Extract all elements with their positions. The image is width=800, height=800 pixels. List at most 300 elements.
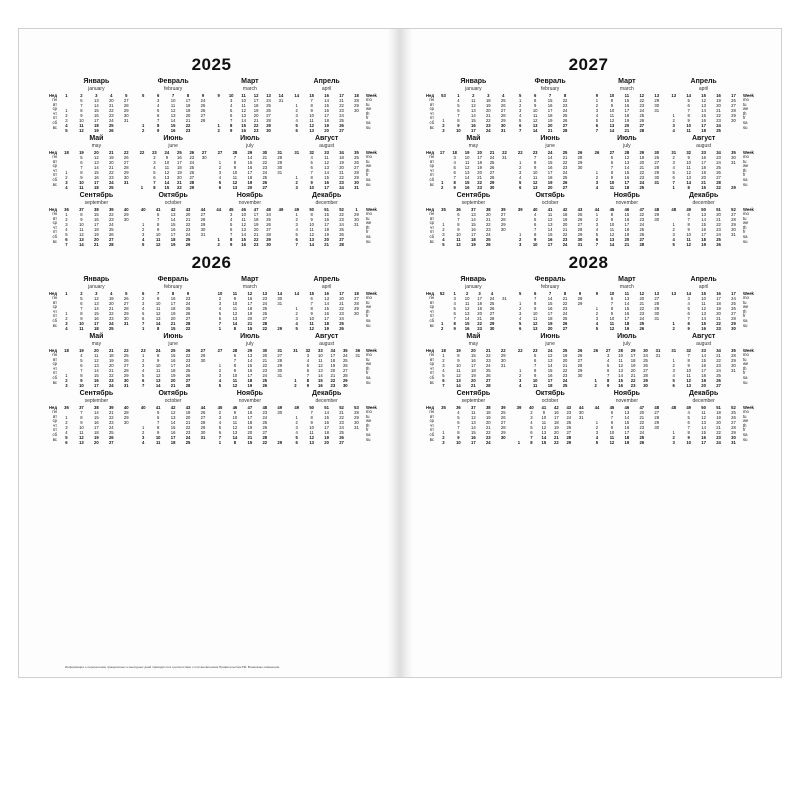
day-cell[interactable]: 18 xyxy=(324,430,329,435)
day-cell[interactable]: 7 xyxy=(233,358,237,363)
day-cell[interactable]: 4 xyxy=(457,410,460,415)
day-cell[interactable]: 30 xyxy=(200,227,206,232)
day-cell[interactable]: 1 xyxy=(65,212,68,217)
day-cell[interactable]: 14 xyxy=(624,165,630,170)
day-cell[interactable]: 12 xyxy=(547,217,553,222)
day-cell[interactable]: 22 xyxy=(339,212,344,217)
day-cell[interactable]: 21 xyxy=(624,242,630,247)
day-cell[interactable]: 1 xyxy=(672,222,675,227)
day-cell[interactable]: 26 xyxy=(262,383,268,388)
day-cell[interactable]: 9 xyxy=(687,118,690,123)
day-cell[interactable]: 27 xyxy=(189,175,195,180)
day-cell[interactable]: 27 xyxy=(500,212,506,217)
day-cell[interactable] xyxy=(649,440,664,445)
day-cell[interactable]: 11 xyxy=(464,301,470,306)
day-cell[interactable]: 16 xyxy=(247,410,253,415)
day-cell[interactable]: 19 xyxy=(471,242,476,247)
day-cell[interactable]: 18 xyxy=(177,165,182,170)
day-cell[interactable]: 6 xyxy=(80,301,83,306)
day-cell[interactable]: 22 xyxy=(716,358,721,363)
day-cell[interactable]: 15 xyxy=(471,222,476,227)
day-cell[interactable]: 7 xyxy=(595,128,599,133)
day-cell[interactable]: 21 xyxy=(701,180,706,185)
day-cell[interactable]: 13 xyxy=(456,378,461,383)
day-cell[interactable]: 13 xyxy=(324,165,329,170)
day-cell[interactable]: 5 xyxy=(80,155,83,160)
day-cell[interactable]: 5 xyxy=(533,217,537,222)
day-cell[interactable]: 23 xyxy=(189,155,195,160)
day-cell[interactable]: 6 xyxy=(687,311,690,316)
day-cell[interactable]: 27 xyxy=(262,430,268,435)
day-cell[interactable]: 20 xyxy=(624,237,630,242)
day-cell[interactable]: 17 xyxy=(624,316,630,321)
day-cell[interactable]: 15 xyxy=(324,103,329,108)
day-cell[interactable]: 15 xyxy=(94,170,99,175)
day-cell[interactable]: 18 xyxy=(547,316,553,321)
day-cell[interactable]: 28 xyxy=(654,415,660,420)
day-cell[interactable]: 17 xyxy=(624,222,630,227)
day-cell[interactable]: 23 xyxy=(716,435,721,440)
day-cell[interactable]: 16 xyxy=(624,311,630,316)
day-cell[interactable]: 15 xyxy=(701,113,706,118)
day-cell[interactable]: 8 xyxy=(610,420,614,425)
day-cell[interactable]: 12 xyxy=(241,108,246,113)
day-cell[interactable]: 1 xyxy=(218,440,222,445)
day-cell[interactable]: 30 xyxy=(201,155,207,160)
day-cell[interactable]: 11 xyxy=(232,420,238,425)
day-cell[interactable]: 19 xyxy=(485,103,491,108)
day-cell[interactable]: 21 xyxy=(716,353,721,358)
day-cell[interactable]: 30 xyxy=(354,180,359,185)
day-cell[interactable]: 20 xyxy=(94,237,99,242)
day-cell[interactable]: 4 xyxy=(142,440,145,445)
day-cell[interactable]: 10 xyxy=(232,301,238,306)
day-cell[interactable]: 12 xyxy=(532,180,538,185)
day-cell[interactable]: 11 xyxy=(155,306,161,311)
day-cell[interactable]: 2 xyxy=(295,180,298,185)
day-cell[interactable]: 25 xyxy=(562,113,568,118)
day-cell[interactable]: 9 xyxy=(453,326,456,331)
day-cell[interactable]: 23 xyxy=(185,227,191,232)
day-cell[interactable]: 9 xyxy=(80,113,83,118)
day-cell[interactable]: 8 xyxy=(310,175,313,180)
day-cell[interactable]: 27 xyxy=(654,296,660,301)
day-cell[interactable]: 4 xyxy=(672,373,675,378)
day-cell[interactable]: 30 xyxy=(500,358,506,363)
day-cell[interactable]: 17 xyxy=(477,155,482,160)
day-cell[interactable]: 12 xyxy=(471,415,476,420)
day-cell[interactable]: 27 xyxy=(500,420,506,425)
day-cell[interactable]: 29 xyxy=(277,440,283,445)
day-cell[interactable]: 8 xyxy=(80,212,83,217)
day-cell[interactable]: 25 xyxy=(731,410,736,415)
day-cell[interactable]: 6 xyxy=(610,296,614,301)
day-cell[interactable]: 12 xyxy=(155,242,161,247)
day-cell[interactable]: 22 xyxy=(716,321,721,326)
day-cell[interactable]: 4 xyxy=(595,227,599,232)
day-cell[interactable]: 26 xyxy=(200,410,206,415)
day-cell[interactable]: 11 xyxy=(686,165,691,170)
day-cell[interactable]: 3 xyxy=(530,415,533,420)
day-cell[interactable]: 28 xyxy=(200,118,206,123)
day-cell[interactable]: 8 xyxy=(233,326,237,331)
day-cell[interactable]: 13 xyxy=(624,410,630,415)
day-cell[interactable]: 7 xyxy=(533,155,537,160)
day-cell[interactable]: 21 xyxy=(108,410,114,415)
day-cell[interactable]: 31 xyxy=(577,242,583,247)
day-cell[interactable]: 13 xyxy=(547,358,553,363)
day-cell[interactable]: 7 xyxy=(156,118,160,123)
day-cell[interactable]: 14 xyxy=(471,217,476,222)
day-cell[interactable]: 30 xyxy=(654,103,660,108)
day-cell[interactable]: 20 xyxy=(185,415,191,420)
day-cell[interactable]: 30 xyxy=(578,410,584,415)
day-cell[interactable]: 28 xyxy=(489,316,495,321)
day-cell[interactable]: 27 xyxy=(577,358,583,363)
day-cell[interactable]: 20 xyxy=(324,128,329,133)
day-cell[interactable]: 27 xyxy=(262,316,268,321)
day-cell[interactable]: 25 xyxy=(489,301,495,306)
day-cell[interactable]: 26 xyxy=(185,373,191,378)
day-cell[interactable]: 23 xyxy=(262,410,268,415)
day-cell[interactable]: 10 xyxy=(609,222,615,227)
day-cell[interactable]: 9 xyxy=(310,180,313,185)
day-cell[interactable]: 26 xyxy=(643,363,648,368)
day-cell[interactable]: 8 xyxy=(610,98,614,103)
day-cell[interactable]: 1 xyxy=(65,415,68,420)
day-cell[interactable]: 2 xyxy=(295,108,298,113)
day-cell[interactable]: 18 xyxy=(185,103,191,108)
day-cell[interactable]: 16 xyxy=(547,103,553,108)
day-cell[interactable]: 3 xyxy=(442,363,445,368)
day-cell[interactable]: 18 xyxy=(94,430,99,435)
day-cell[interactable]: 11 xyxy=(164,165,170,170)
day-cell[interactable]: 10 xyxy=(609,108,615,113)
day-cell[interactable]: 28 xyxy=(731,217,736,222)
day-cell[interactable]: 10 xyxy=(532,108,538,113)
day-cell[interactable]: 29 xyxy=(731,430,736,435)
day-cell[interactable]: 15 xyxy=(471,118,476,123)
day-cell[interactable]: 10 xyxy=(79,321,84,326)
day-cell[interactable]: 10 xyxy=(686,232,691,237)
day-cell[interactable]: 30 xyxy=(123,175,129,180)
day-cell[interactable]: 26 xyxy=(639,440,645,445)
day-cell[interactable]: 19 xyxy=(716,98,721,103)
day-cell[interactable]: 9 xyxy=(230,128,233,133)
day-cell[interactable]: 31 xyxy=(123,383,129,388)
day-cell[interactable]: 28 xyxy=(562,128,568,133)
day-cell[interactable]: 25 xyxy=(108,185,114,190)
day-cell[interactable]: 13 xyxy=(170,113,176,118)
day-cell[interactable]: 14 xyxy=(164,180,170,185)
day-cell[interactable]: 27 xyxy=(731,103,736,108)
day-cell[interactable]: 20 xyxy=(185,113,191,118)
day-cell[interactable]: 24 xyxy=(339,185,344,190)
day-cell[interactable]: 6 xyxy=(610,160,614,165)
day-cell[interactable]: 15 xyxy=(241,123,246,128)
day-cell[interactable]: 22 xyxy=(339,175,344,180)
day-cell[interactable]: 30 xyxy=(266,242,271,247)
day-cell[interactable] xyxy=(196,440,211,445)
day-cell[interactable]: 5 xyxy=(218,180,222,185)
day-cell[interactable]: 15 xyxy=(324,306,329,311)
day-cell[interactable]: 15 xyxy=(247,440,253,445)
day-cell[interactable]: 29 xyxy=(354,306,359,311)
day-cell[interactable]: 25 xyxy=(266,217,271,222)
day-cell[interactable]: 28 xyxy=(123,165,129,170)
day-cell[interactable]: 8 xyxy=(80,311,83,316)
day-cell[interactable]: 22 xyxy=(330,378,336,383)
day-cell[interactable]: 20 xyxy=(477,170,482,175)
day-cell[interactable]: 25 xyxy=(716,373,721,378)
day-cell[interactable]: 12 xyxy=(170,410,176,415)
day-cell[interactable]: 23 xyxy=(108,378,114,383)
day-cell[interactable]: 18 xyxy=(94,123,99,128)
day-cell[interactable]: 8 xyxy=(530,440,533,445)
day-cell[interactable]: 2 xyxy=(441,185,444,190)
day-cell[interactable]: 22 xyxy=(108,373,114,378)
day-cell[interactable]: 6 xyxy=(519,326,522,331)
day-cell[interactable]: 23 xyxy=(562,103,568,108)
day-cell[interactable]: 23 xyxy=(485,227,491,232)
day-cell[interactable]: 28 xyxy=(108,242,114,247)
day-cell[interactable]: 21 xyxy=(108,368,114,373)
day-cell[interactable]: 19 xyxy=(547,321,553,326)
day-cell[interactable]: 24 xyxy=(185,363,191,368)
day-cell[interactable]: 8 xyxy=(310,306,313,311)
day-cell[interactable]: 28 xyxy=(262,321,268,326)
day-cell[interactable]: 3 xyxy=(65,118,68,123)
day-cell[interactable]: 2 xyxy=(65,175,68,180)
day-cell[interactable]: 16 xyxy=(464,185,470,190)
day-cell[interactable]: 15 xyxy=(464,180,470,185)
day-cell[interactable]: 5 xyxy=(65,435,68,440)
day-cell[interactable]: 18 xyxy=(253,217,259,222)
day-cell[interactable]: 15 xyxy=(241,237,246,242)
day-cell[interactable]: 19 xyxy=(247,311,253,316)
day-cell[interactable]: 18 xyxy=(330,358,336,363)
day-cell[interactable] xyxy=(196,242,211,247)
day-cell[interactable]: 6 xyxy=(230,113,233,118)
day-cell[interactable]: 4 xyxy=(295,227,298,232)
day-cell[interactable]: 26 xyxy=(731,98,736,103)
day-cell[interactable]: 10 xyxy=(155,232,161,237)
day-cell[interactable]: 2 xyxy=(672,326,675,331)
day-cell[interactable]: 22 xyxy=(262,160,268,165)
day-cell[interactable]: 12 xyxy=(309,232,314,237)
day-cell[interactable]: 9 xyxy=(533,373,537,378)
day-cell[interactable]: 28 xyxy=(577,363,583,368)
day-cell[interactable]: 1 xyxy=(442,222,445,227)
day-cell[interactable]: 20 xyxy=(639,160,645,165)
day-cell[interactable]: 8 xyxy=(230,123,233,128)
day-cell[interactable]: 5 xyxy=(156,410,160,415)
day-cell[interactable]: 5 xyxy=(595,118,599,123)
day-cell[interactable]: 22 xyxy=(108,108,114,113)
day-cell[interactable]: 3 xyxy=(519,242,522,247)
day-cell[interactable]: 5 xyxy=(595,232,599,237)
day-cell[interactable]: 2 xyxy=(519,306,522,311)
day-cell[interactable]: 23 xyxy=(108,175,114,180)
day-cell[interactable]: 31 xyxy=(123,118,129,123)
day-cell[interactable]: 11 xyxy=(471,98,476,103)
day-cell[interactable]: 5 xyxy=(442,373,445,378)
day-cell[interactable]: 17 xyxy=(624,430,630,435)
day-cell[interactable]: 26 xyxy=(577,217,583,222)
day-cell[interactable]: 12 xyxy=(701,415,706,420)
day-cell[interactable]: 15 xyxy=(94,415,99,420)
day-cell[interactable]: 11 xyxy=(547,212,553,217)
day-cell[interactable]: 5 xyxy=(306,363,310,368)
day-cell[interactable]: 23 xyxy=(108,420,114,425)
day-cell[interactable]: 15 xyxy=(247,326,253,331)
day-cell[interactable]: 18 xyxy=(324,227,329,232)
day-cell[interactable]: 14 xyxy=(318,373,323,378)
day-cell[interactable]: 21 xyxy=(471,383,476,388)
day-cell[interactable]: 11 xyxy=(686,237,691,242)
day-cell[interactable]: 18 xyxy=(562,212,568,217)
day-cell[interactable]: 27 xyxy=(639,237,645,242)
day-cell[interactable]: 18 xyxy=(624,185,630,190)
day-cell[interactable]: 7 xyxy=(310,98,313,103)
day-cell[interactable]: 29 xyxy=(500,430,506,435)
day-cell[interactable]: 5 xyxy=(607,363,610,368)
day-cell[interactable]: 24 xyxy=(643,353,648,358)
day-cell[interactable]: 28 xyxy=(643,373,648,378)
day-cell[interactable]: 21 xyxy=(562,155,568,160)
day-cell[interactable]: 27 xyxy=(123,363,129,368)
day-cell[interactable]: 3 xyxy=(453,155,456,160)
day-cell[interactable]: 22 xyxy=(639,306,645,311)
day-cell[interactable]: 7 xyxy=(310,410,313,415)
day-cell[interactable]: 4 xyxy=(142,368,145,373)
day-cell[interactable]: 26 xyxy=(266,222,271,227)
day-cell[interactable]: 20 xyxy=(639,296,645,301)
day-cell[interactable]: 20 xyxy=(185,212,191,217)
day-cell[interactable]: 22 xyxy=(639,420,645,425)
day-cell[interactable]: 9 xyxy=(533,165,537,170)
day-cell[interactable]: 10 xyxy=(609,180,615,185)
day-cell[interactable]: 7 xyxy=(595,242,599,247)
day-cell[interactable]: 1 xyxy=(295,212,298,217)
day-cell[interactable] xyxy=(275,128,287,133)
day-cell[interactable]: 13 xyxy=(155,316,161,321)
day-cell[interactable]: 3 xyxy=(65,425,68,430)
day-cell[interactable]: 31 xyxy=(731,368,736,373)
day-cell[interactable] xyxy=(726,128,741,133)
day-cell[interactable]: 9 xyxy=(687,435,690,440)
day-cell[interactable]: 21 xyxy=(262,155,268,160)
day-cell[interactable]: 16 xyxy=(94,316,99,321)
day-cell[interactable]: 11 xyxy=(309,227,314,232)
day-cell[interactable]: 14 xyxy=(532,128,538,133)
day-cell[interactable]: 5 xyxy=(295,232,298,237)
day-cell[interactable]: 4 xyxy=(80,353,83,358)
day-cell[interactable]: 28 xyxy=(189,180,195,185)
day-cell[interactable]: 28 xyxy=(354,98,359,103)
day-cell[interactable]: 8 xyxy=(610,170,614,175)
day-cell[interactable]: 10 xyxy=(309,316,314,321)
day-cell[interactable]: 5 xyxy=(80,296,83,301)
day-cell[interactable]: 5 xyxy=(65,128,68,133)
day-cell[interactable]: 19 xyxy=(324,232,329,237)
day-cell[interactable]: 18 xyxy=(477,160,482,165)
day-cell[interactable]: 9 xyxy=(310,420,313,425)
day-cell[interactable]: 6 xyxy=(672,383,675,388)
day-cell[interactable]: 10 xyxy=(686,368,691,373)
day-cell[interactable]: 15 xyxy=(624,170,630,175)
day-cell[interactable]: 5 xyxy=(595,326,599,331)
day-cell[interactable]: 24 xyxy=(262,415,268,420)
day-cell[interactable]: 20 xyxy=(262,353,268,358)
day-cell[interactable] xyxy=(275,242,287,247)
day-cell[interactable]: 17 xyxy=(185,98,191,103)
day-cell[interactable]: 3 xyxy=(153,160,156,165)
day-cell[interactable]: 4 xyxy=(595,435,599,440)
day-cell[interactable]: 23 xyxy=(566,410,572,415)
day-cell[interactable]: 26 xyxy=(639,118,645,123)
day-cell[interactable]: 29 xyxy=(354,103,359,108)
day-cell[interactable]: 25 xyxy=(262,306,268,311)
day-cell[interactable]: 16 xyxy=(547,373,553,378)
day-cell[interactable]: 5 xyxy=(295,326,298,331)
day-cell[interactable]: 20 xyxy=(170,378,176,383)
day-cell[interactable]: 31 xyxy=(123,321,129,326)
day-cell[interactable]: 15 xyxy=(94,373,99,378)
day-cell[interactable]: 14 xyxy=(155,383,161,388)
day-cell[interactable]: 9 xyxy=(310,108,313,113)
day-cell[interactable]: 30 xyxy=(654,217,660,222)
day-cell[interactable]: 24 xyxy=(339,222,344,227)
day-cell[interactable]: 20 xyxy=(485,420,491,425)
day-cell[interactable]: 6 xyxy=(310,165,313,170)
day-cell[interactable]: 16 xyxy=(618,383,623,388)
day-cell[interactable]: 13 xyxy=(309,128,314,133)
day-cell[interactable]: 20 xyxy=(716,420,721,425)
day-cell[interactable]: 22 xyxy=(177,185,182,190)
day-cell[interactable]: 22 xyxy=(262,326,268,331)
day-cell[interactable]: 12 xyxy=(164,170,170,175)
day-cell[interactable]: 30 xyxy=(731,363,736,368)
day-cell[interactable]: 22 xyxy=(339,103,344,108)
day-cell[interactable]: 21 xyxy=(330,373,336,378)
day-cell[interactable]: 13 xyxy=(532,123,538,128)
day-cell[interactable]: 21 xyxy=(562,363,568,368)
day-cell[interactable]: 14 xyxy=(170,118,176,123)
day-cell[interactable]: 15 xyxy=(464,321,470,326)
day-cell[interactable]: 10 xyxy=(686,440,691,445)
day-cell[interactable] xyxy=(272,383,287,388)
day-cell[interactable]: 3 xyxy=(442,440,445,445)
day-cell[interactable]: 4 xyxy=(310,155,313,160)
day-cell[interactable]: 20 xyxy=(639,410,645,415)
day-cell[interactable]: 26 xyxy=(654,155,660,160)
day-cell[interactable]: 19 xyxy=(108,155,114,160)
day-cell[interactable]: 10 xyxy=(309,185,314,190)
day-cell[interactable]: 2 xyxy=(442,435,445,440)
day-cell[interactable]: 6 xyxy=(453,311,456,316)
day-cell[interactable]: 20 xyxy=(716,311,721,316)
day-cell[interactable]: 30 xyxy=(731,326,736,331)
day-cell[interactable]: 15 xyxy=(701,430,706,435)
day-cell[interactable]: 19 xyxy=(94,128,99,133)
day-cell[interactable]: 24 xyxy=(716,368,721,373)
day-cell[interactable]: 3 xyxy=(672,440,675,445)
day-cell[interactable]: 25 xyxy=(185,440,191,445)
day-cell[interactable]: 30 xyxy=(500,123,506,128)
day-cell[interactable]: 24 xyxy=(566,415,572,420)
day-cell[interactable]: 7 xyxy=(457,113,460,118)
